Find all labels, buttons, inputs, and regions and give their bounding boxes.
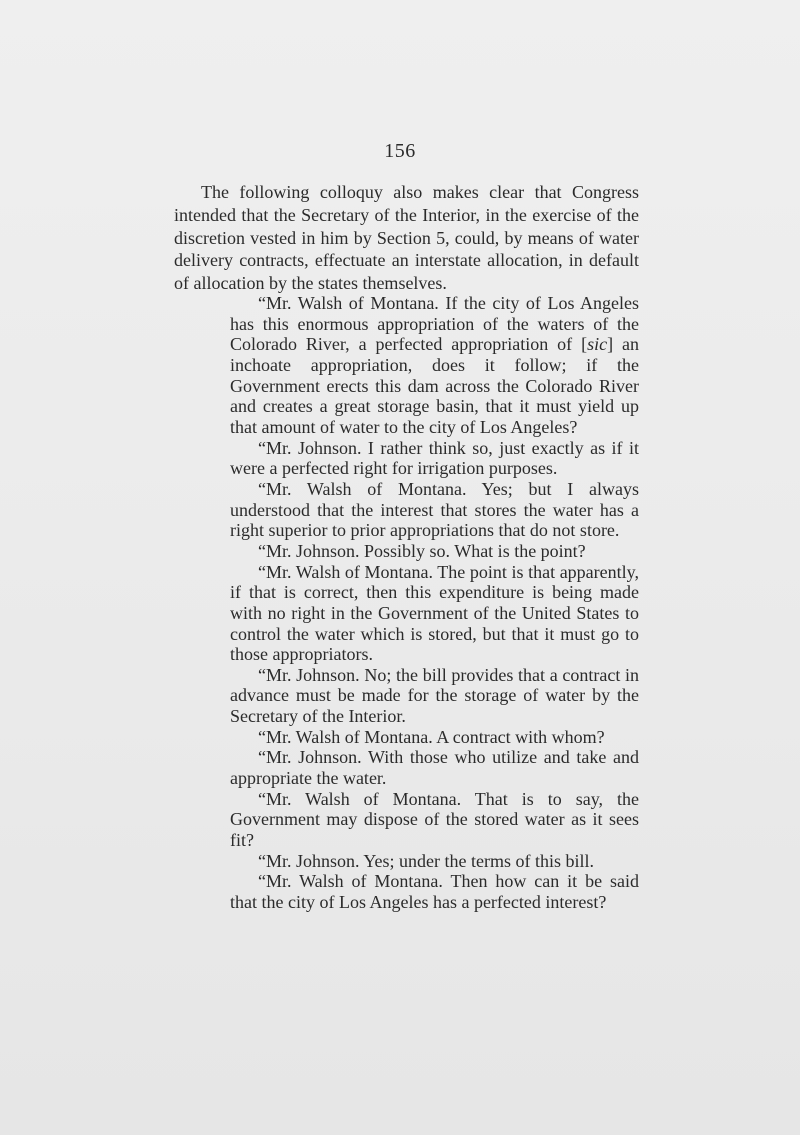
sic-annotation: sic	[587, 334, 608, 355]
quote-paragraph-7: “Mr. Walsh of Montana. A contract with whom?	[258, 726, 605, 747]
sic-open-bracket: [	[581, 334, 588, 355]
quote-paragraph-3: “Mr. Walsh of Montana. Yes; but I always understood that the interest that stores the water has a right superior to prior appropriations that do not store.	[230, 478, 639, 541]
quote-paragraph-10: “Mr. Johnson. Yes; under the terms of this bill.	[258, 850, 594, 871]
quote-paragraph-11: “Mr. Walsh of Montana. Then how can it be said that the city of Los Angeles has a perfected interest?	[230, 871, 639, 913]
quote-paragraph-6: “Mr. Johnson. No; the bill provides that a contract in advance must be made for the storage of water by the Secretary of the Interior.	[230, 664, 639, 727]
quote-paragraph-4: “Mr. Johnson. Possibly so. What is the point?	[258, 540, 586, 561]
sic-close-bracket: ]	[607, 334, 614, 355]
quote-text: “Mr. Walsh of Montana. If the city of Los Angeles has this enormous appropriation of the waters of the Colorado River, a perfected appropriation of	[230, 293, 639, 355]
colloquy-quote-block	[230, 293, 639, 913]
quote-paragraph-5: “Mr. Walsh of Montana. The point is that apparently, if that is correct, then this expenditure is being made with no right in the Government of the United States to control the water which is stored, but that it must go to those appropriators.	[230, 561, 639, 665]
quote-paragraph-8: “Mr. Johnson. With those who utilize and take and appropriate the water.	[230, 747, 639, 789]
quote-paragraph-9: “Mr. Walsh of Montana. That is to say, the Government may dispose of the stored water as it sees fit?	[230, 788, 639, 851]
intro-paragraph: The following colloquy also makes clear that Congress intended that the Secretary of the Interior, in the exercise of the discretion vested in him by Section 5, could, by means of water delivery contracts, effectuate an interstate allocation, in default of allocation by the states themselves.	[174, 182, 639, 294]
page-number: 156	[384, 140, 416, 162]
quote-text: an inchoate appropriation, does it follow; if the Government erects this dam across the Colorado River and creates a great storage basin, that it must yield up that amount of water to the city of Los Angeles?	[230, 334, 639, 437]
quote-paragraph-2: “Mr. Johnson. I rather think so, just exactly as if it were a perfected right for irrigation purposes.	[230, 437, 639, 479]
quote-paragraph-1	[230, 293, 639, 438]
